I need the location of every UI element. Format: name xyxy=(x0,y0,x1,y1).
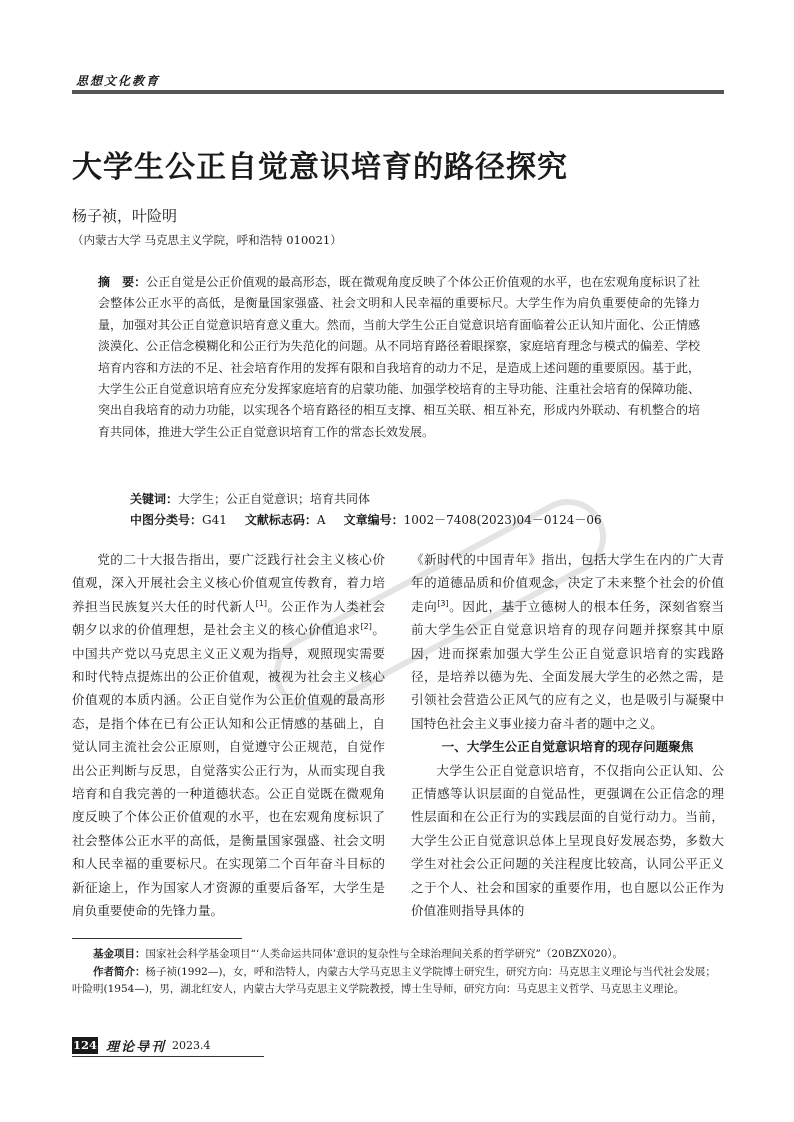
body-paragraph xyxy=(72,548,385,923)
keywords-label: 关键词： xyxy=(130,492,179,506)
body-paragraph: 大学生公正自觉意识培育，不仅指向公正认知、公正情感等认识层面的自觉品性，更强调在公正信念的理性层面和在公正行为的实践层面的自觉行动力。当前，大学生公正自觉意识总体上呈现良好发展态势，多数大学生对社会公正问题的关注程度比较高，认同公平正义之于个人、社会和国家的重要作用，也自愿以公正作为价值准则指导具体的 xyxy=(411,762,724,919)
doc-code-label: 文献标志码： xyxy=(244,513,317,527)
citation-ref: [1] xyxy=(255,598,267,608)
article-no-value: 1002－7408(2023)04－0124－06 xyxy=(403,513,602,527)
fund-label: 基金项目： xyxy=(93,948,146,960)
journal-name: 理论导刊 xyxy=(106,1040,167,1055)
article-affiliation: （内蒙古大学 马克思主义学院，呼和浩特 010021） xyxy=(72,233,342,247)
article-title: 大学生公正自觉意识培育的路径探究 xyxy=(72,150,568,185)
article-authors: 杨子祯，叶险明 xyxy=(72,207,178,225)
footnote-rule xyxy=(72,938,242,939)
abstract-label: 摘 要： xyxy=(98,275,147,289)
column-label: 思想文化教育 xyxy=(76,74,161,88)
fund-note xyxy=(72,946,724,964)
body-text: 。因此，基于立德树人的根本任务，深刻省察当前大学生公正自觉意识培育的现存问题并探察其中原因，进而探索加强大学生公正自觉意识培育的实践路径，是培养以德为先、全面发展大学生的必然之需，是引领社会营造公正风气的应有之义，也是吸引与凝聚中国特色社会主义事业接力奋斗者的题中之义。 xyxy=(411,598,725,731)
journal-issue: 2023.4 xyxy=(172,1039,211,1052)
citation-ref: [2] xyxy=(360,622,372,632)
fund-text: 国家社会科学基金项目“‘人类命运共同体’意识的复杂性与全球治理间关系的哲学研究”（20BZX020）。 xyxy=(145,948,624,960)
clc-value: G41 xyxy=(202,513,227,527)
body-text: 。公正作为人类社会朝夕以求的价值理想，是社会主义的核心价值追求 xyxy=(72,598,386,638)
citation-ref: [3] xyxy=(437,598,449,608)
header-rule xyxy=(72,90,724,94)
keywords xyxy=(130,490,370,507)
section-heading: 一、大学生公正自觉意识培育的现存问题聚焦 xyxy=(441,739,694,755)
abstract xyxy=(98,272,700,443)
doc-code-value: A xyxy=(316,513,326,527)
body-text: 《新时代的中国青年》指出，包括大学生在内的广大青年的道德品质和价值观念，决定了未来整个社会的价值走向 xyxy=(411,552,724,614)
author-note-label: 作者简介： xyxy=(93,965,146,978)
footnotes xyxy=(72,946,724,999)
author-note xyxy=(72,964,724,999)
clc-label: 中图分类号： xyxy=(130,513,203,527)
article-no-label: 文章编号： xyxy=(343,513,404,527)
body-column-left xyxy=(72,548,385,923)
keywords-text: 大学生；公正自觉意识；培育共同体 xyxy=(178,492,371,506)
page-number: 124 xyxy=(72,1038,97,1052)
author-note-text: 杨子祯(1992—)，女，呼和浩特人，内蒙古大学马克思主义学院博士研究生，研究方向：马克思主义理论与当代社会发展；叶险明(1954—)，男，湖北红安人，内蒙古大学马克思主义学院教授，博士生导师，研究方向：马克思主义哲学、马克思主义理论。 xyxy=(72,965,716,995)
body-text: 党的二十大报告指出，要广泛践行社会主义核心价值观，深入开展社会主义核心价值观宣传教育，着力培养担当民族复兴大任的时代新人 xyxy=(72,552,385,614)
abstract-text: 公正自觉是公正价值观的最高形态，既在微观角度反映了个体公正价值观的水平，也在宏观角度标识了社会整体公正水平的高低，是衡量国家强盛、社会文明和人民幸福的重要标尺。大学生作为肩负重要使命的先锋力量，加强对其公正自觉意识培育意义重大。然而，当前大学生公正自觉意识培育面临着公正认知片面化、公正情感淡漠化、公正信念模糊化和公正行为失范化的问题。从不同培育路径着眼探察，家庭培育理念与模式的偏差、学校培育内容和方法的不足、社会培育作用的发挥有限和自我培育的动力不足，是造成上述问题的重要原因。基于此，大学生公正自觉意识培育应充分发挥家庭培育的启蒙功能、加强学校培育的主导功能、注重社会培育的保障功能、突出自我培育的动力功能，以实现各个培育路径的相互支撑、相互关联、相互补充，形成内外联动、有机整合的培育共同体，推进大学生公正自觉意识培育工作的常态长效发展。 xyxy=(98,275,700,439)
footer-rule xyxy=(72,1056,264,1057)
body-text: 。中国共产党以马克思主义正义观为指导，观照现实需要和时代特点提炼出的公正价值观，被视为社会主义核心价值观的本质内涵。公正自觉作为公正价值观的最高形态，是指个体在已有公正认知和公正情感的基础上，自觉认同主流社会公正原则，自觉遵守公正规范，自觉作出公正判断与反思，自觉落实公正行为，从而实现自我培育和自我完善的一种道德状态。公正自觉既在微观角度反映了个体公正价值观的水平，也在宏观角度标识了社会整体公正水平的高低，是衡量国家强盛、社会文明和人民幸福的重要标尺。在实现第二个百年奋斗目标的新征途上，作为国家人才资源的重要后备军，大学生是肩负重要使命的先锋力量。 xyxy=(72,622,386,919)
